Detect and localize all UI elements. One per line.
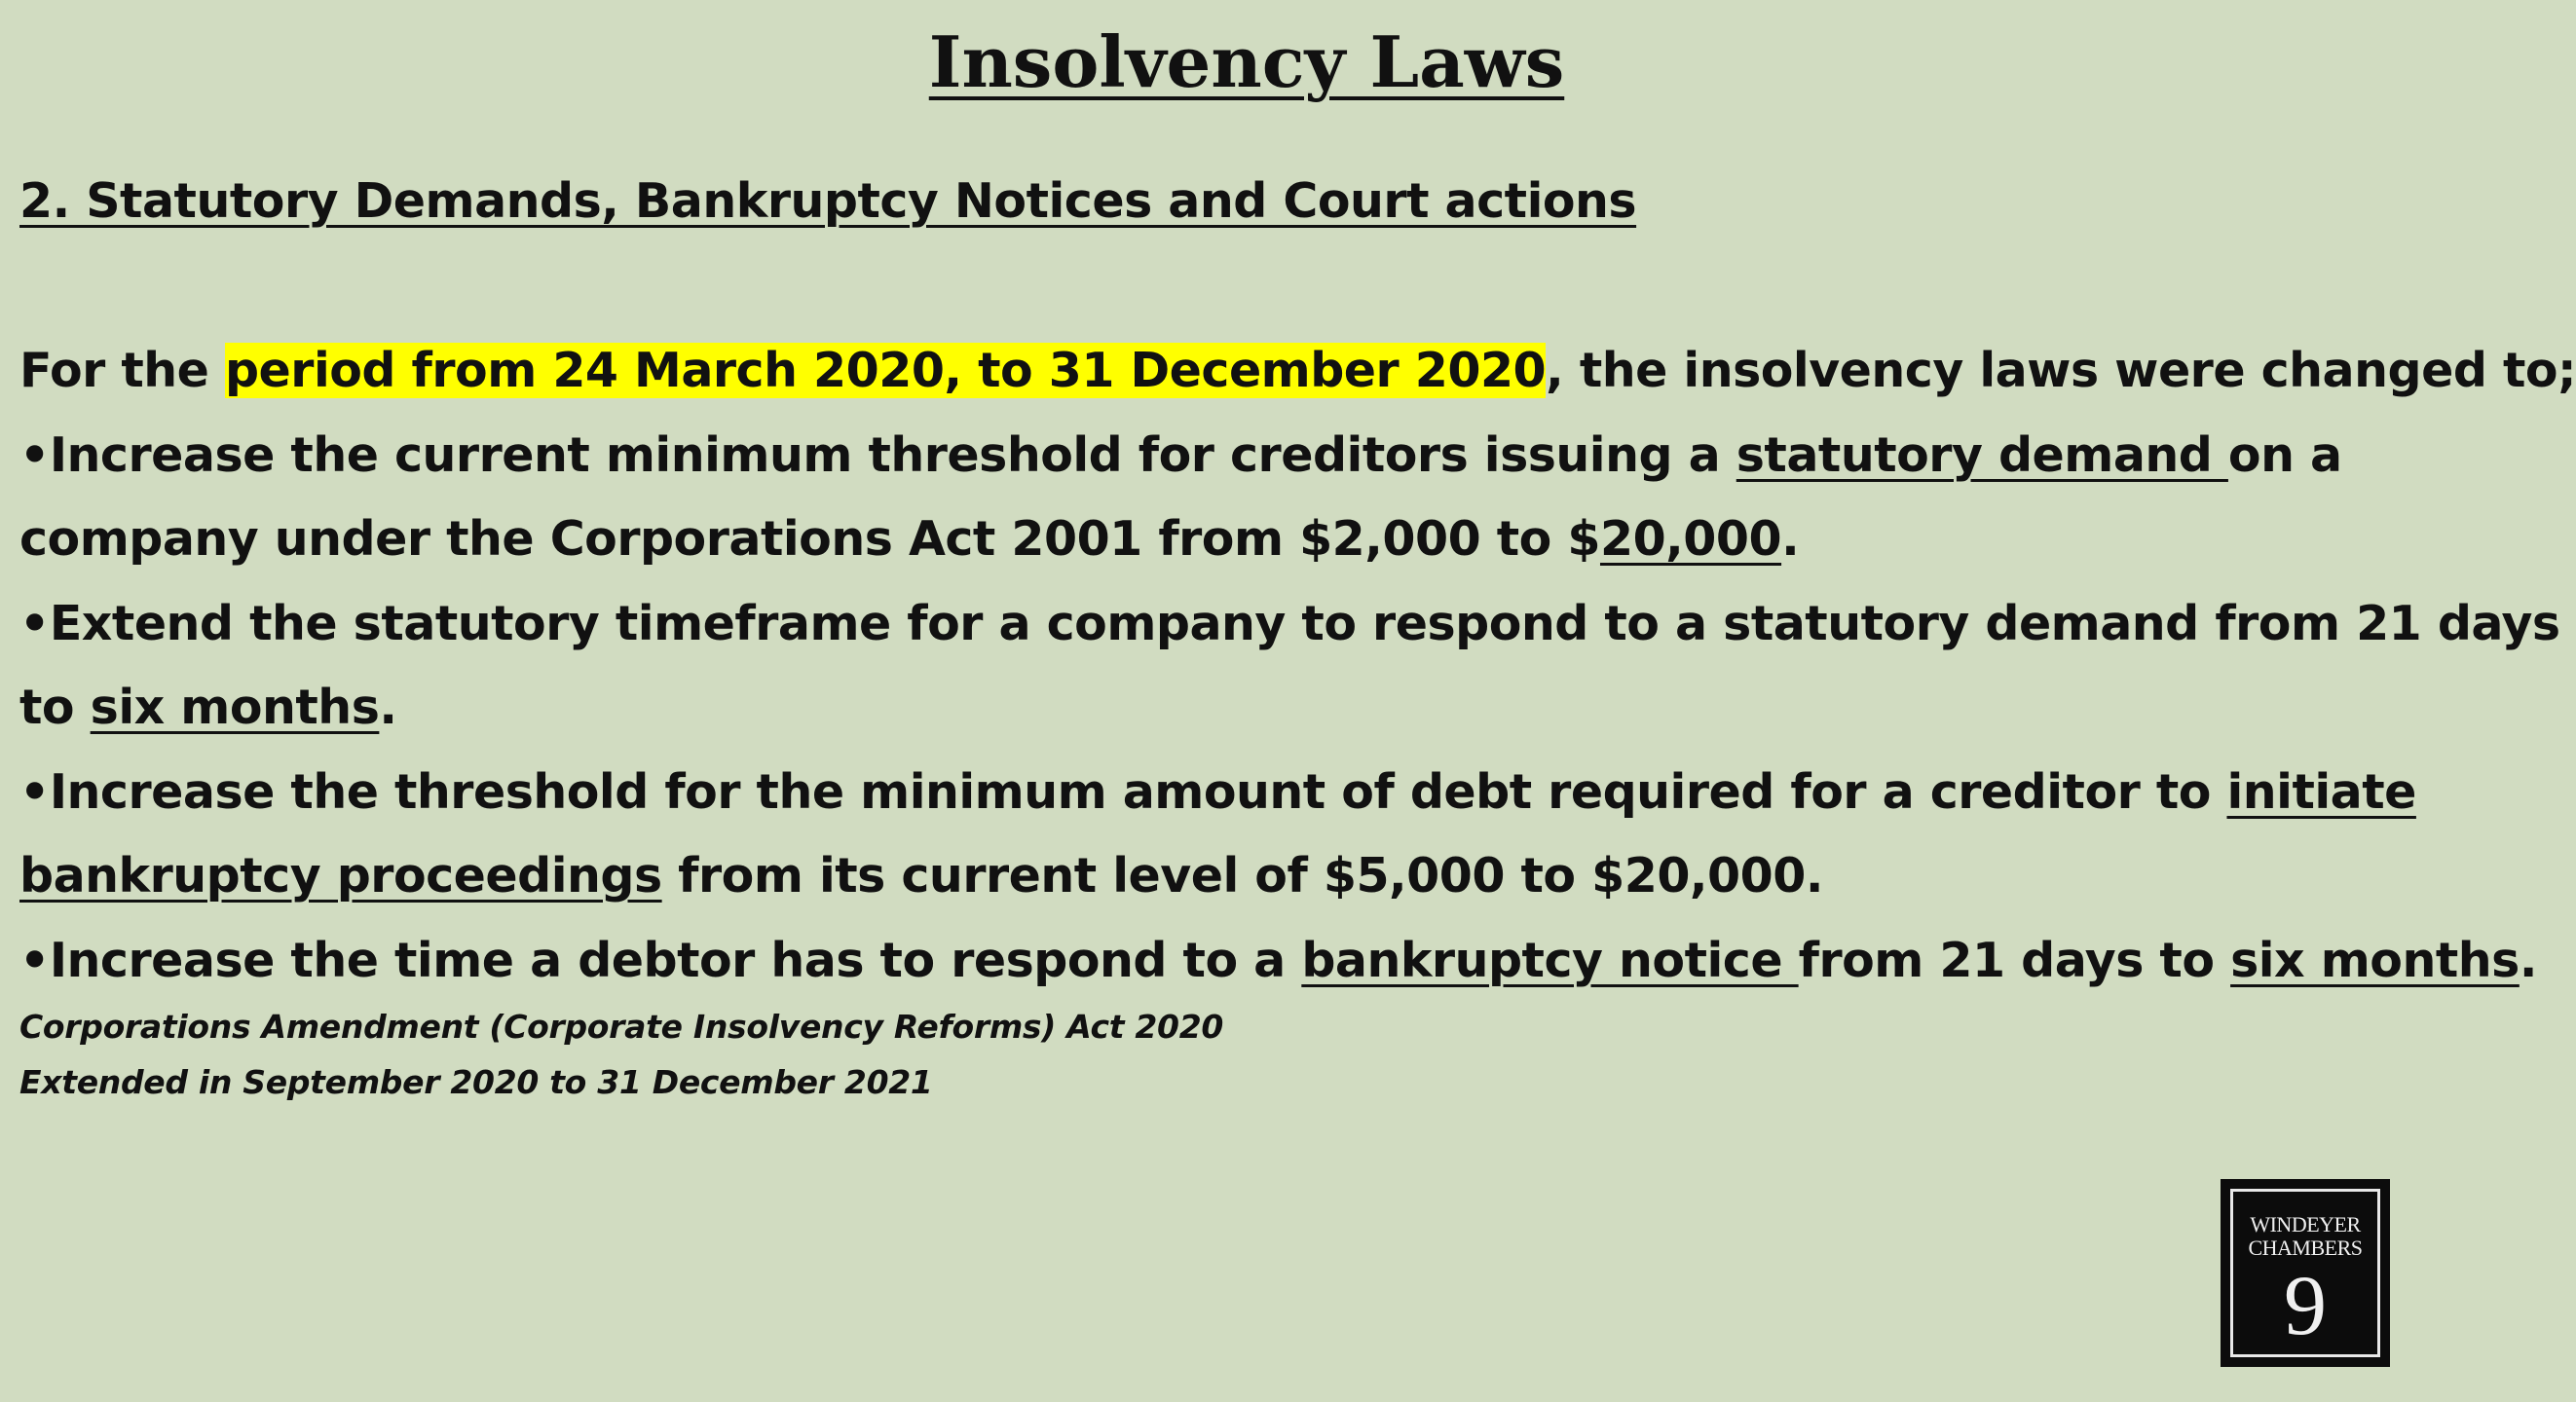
citation-extension: Extended in September 2020 to 31 December 2021 xyxy=(19,1063,933,1101)
logo-line-2: CHAMBERS xyxy=(2248,1236,2363,1260)
bullet-3-line-1 xyxy=(19,751,2576,835)
bullet-4-middle: from 21 days to xyxy=(1798,932,2231,988)
bullet-1-text: •Increase the current minimum threshold for creditors issuing a xyxy=(19,426,1736,483)
bullet-1-continuation: company under the Corporations Act 2001 from $2,000 to $ xyxy=(19,511,1600,567)
six-months-term: six months xyxy=(90,680,380,735)
bullet-3-line-2 xyxy=(19,834,2576,919)
bankruptcy-notice-term: bankruptcy notice xyxy=(1301,932,1799,988)
slide-title xyxy=(0,16,2493,109)
statutory-demand-term: statutory demand xyxy=(1736,426,2228,483)
intro-prefix: For the xyxy=(19,343,225,398)
bullet-4-period: . xyxy=(2519,932,2537,988)
new-threshold-amount: 20,000 xyxy=(1599,511,1782,567)
bullet-2-line-1 xyxy=(19,582,2576,667)
bullet-3-text: •Increase the threshold for the minimum amount of debt required for a creditor to xyxy=(19,763,2227,820)
bullet-1-text-end: on a xyxy=(2227,426,2342,483)
initiate-term: initiate xyxy=(2226,763,2416,820)
six-months-term-2: six months xyxy=(2230,932,2520,988)
intro-suffix: , the insolvency laws were changed to; xyxy=(1546,343,2576,398)
bullet-2-line-2 xyxy=(19,666,2576,751)
body-text xyxy=(19,329,2576,1003)
logo-frame xyxy=(2230,1189,2380,1357)
bullet-2-continuation: to xyxy=(19,680,91,735)
bullet-2-text: •Extend the statutory timeframe for a company to respond to a statutory demand from 21 days xyxy=(19,595,2560,651)
logo-number: 9 xyxy=(2284,1259,2327,1353)
bullet-1-line-1 xyxy=(19,414,2576,498)
bullet-1-line-2 xyxy=(19,498,2576,582)
intro-line xyxy=(19,329,2576,414)
bankruptcy-proceedings-term: bankruptcy proceedings xyxy=(19,848,662,904)
citation-act: Corporations Amendment (Corporate Insolvency Reforms) Act 2020 xyxy=(19,1008,1224,1046)
windeyer-chambers-logo xyxy=(2221,1179,2390,1367)
bullet-1-period: . xyxy=(1781,511,1800,567)
bullet-3-continuation: from its current level of $5,000 to $20,000. xyxy=(661,848,1823,904)
logo-line-1: WINDEYER xyxy=(2250,1212,2361,1236)
bullet-4-text: •Increase the time a debtor has to respond to a xyxy=(19,932,1302,988)
slide-title-text: Insolvency Laws xyxy=(928,20,1565,103)
bullet-4-line-1 xyxy=(19,919,2576,1004)
section-heading: 2. Statutory Demands, Bankruptcy Notices and Court actions xyxy=(19,173,1637,229)
bullet-2-period: . xyxy=(379,680,397,735)
highlighted-period: period from 24 March 2020, to 31 December 2020 xyxy=(224,343,1547,398)
